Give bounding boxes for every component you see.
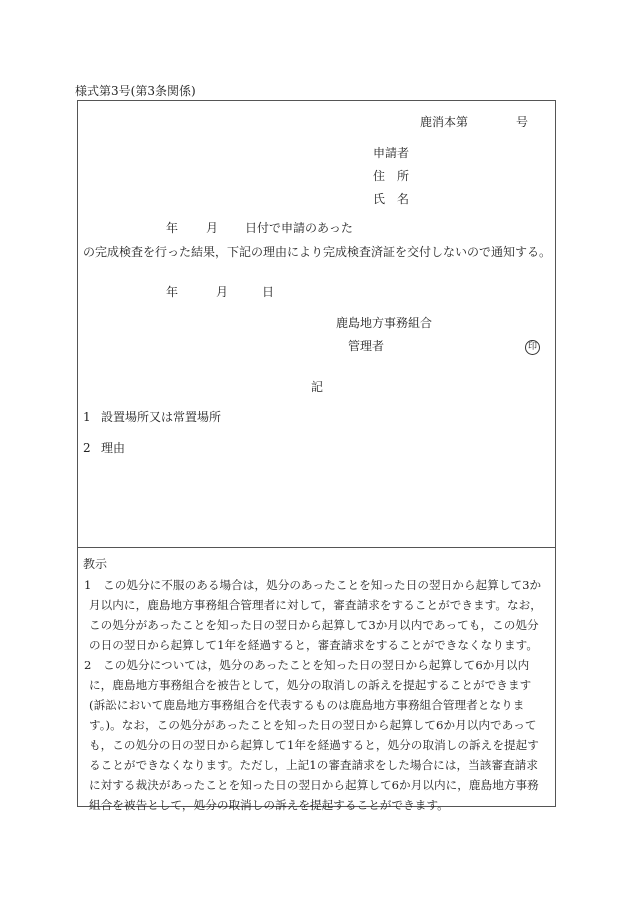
notice-line: も，この処分の日の翌日から起算して1年を経過すると，処分の取消しの訴えを提起す <box>89 738 539 752</box>
notice-line: す。)。なお，この処分があったことを知った日の翌日から起算して6か月以内であって <box>89 718 537 732</box>
seal-mark: 印 <box>525 340 540 355</box>
name-label: 氏 名 <box>373 192 410 206</box>
issue-month: 月 <box>216 285 229 299</box>
item-2-number: 2 <box>83 441 91 455</box>
record-heading: 記 <box>311 380 324 394</box>
issuer-title: 管理者 <box>348 339 385 353</box>
notice-line: (訴訟において鹿島地方事務組合を代表するものは鹿島地方事務組合管理者となりま <box>89 698 525 712</box>
address-label: 住 所 <box>373 169 410 183</box>
application-year: 年 <box>166 221 179 235</box>
notice-line: に，鹿島地方事務組合を被告として，処分の取消しの訴えを提起することができます <box>89 678 532 692</box>
notice-line: 2 この処分については，処分のあったことを知った日の翌日から起算して6か月以内 <box>84 658 530 672</box>
application-month: 月 <box>206 221 219 235</box>
notice-divider <box>77 547 556 548</box>
notice-heading: 教示 <box>83 557 108 571</box>
item-1-number: 1 <box>83 410 91 424</box>
application-day-text: 日付で申請のあった <box>245 221 353 235</box>
applicant-label: 申請者 <box>373 146 410 160</box>
issue-day: 日 <box>262 285 275 299</box>
item-1-label: 設置場所又は常置場所 <box>101 410 222 424</box>
notice-line: 月以内に，鹿島地方事務組合管理者に対して，審査請求をすることができます。なお， <box>89 598 542 612</box>
doc-number-suffix: 号 <box>516 115 529 129</box>
issuer-organization: 鹿島地方事務組合 <box>336 316 433 330</box>
item-2-label: 理由 <box>101 441 126 455</box>
doc-number-prefix: 鹿消本第 <box>420 115 469 129</box>
notice-line: 組合を被告として，処分の取消しの訴えを提起することができます。 <box>89 798 449 812</box>
issue-year: 年 <box>166 285 179 299</box>
notice-line: この処分があったことを知った日の翌日から起算して3か月以内であっても，この処分 <box>89 618 539 632</box>
form-label: 様式第3号(第3条関係) <box>75 84 196 98</box>
notice-line: に対する裁決があったことを知った日の翌日から起算して6か月以内に，鹿島地方事務 <box>89 778 539 792</box>
notice-line: ることができなくなります。ただし，上記1の審査請求をした場合には，当該審査請求 <box>89 758 538 772</box>
notice-line: 1 この処分に不服のある場合は，処分のあったことを知った日の翌日から起算して3か <box>84 578 542 592</box>
main-sentence: の完成検査を行った結果，下記の理由により完成検査済証を交付しないので通知する。 <box>83 245 552 259</box>
notice-line: の日の翌日から起算して1年を経過すると，審査請求をすることができなくなります。 <box>89 638 538 652</box>
